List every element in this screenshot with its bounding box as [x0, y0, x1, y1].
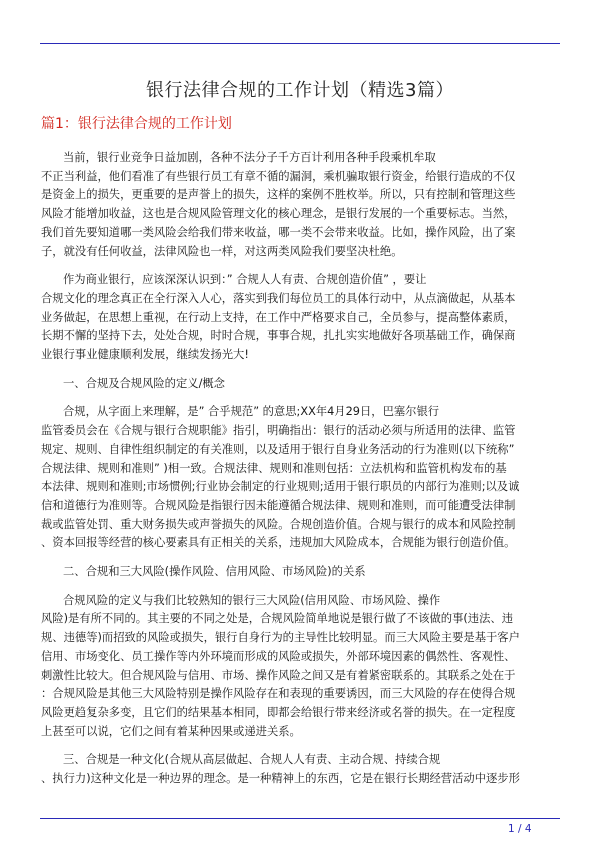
paragraph-line: 三、合规是一种文化(合规从高层做起、合规人人有责、主动合规、持续合规: [63, 753, 441, 767]
paragraph-line: 作为商业银行，应该深深认识到：” 合规人人有责、合规创造价值” ，要让: [63, 273, 427, 287]
paragraph-line: 风险更趋复杂多变，且它们的结果基本相同，即都会给银行带来经济或名誉的损失。在一定程度: [41, 705, 516, 719]
paragraph-line: 二、合规和三大风险(操作风险、信用风险、市场风险)的关系: [63, 565, 366, 579]
document-body: [41, 149, 561, 789]
paragraph-line: 合规，从字面上来理解，是” 合乎规范” 的意思;XX年4月29日，巴塞尔银行: [63, 405, 440, 419]
paragraph-line: 子，就没有任何收益，法律风险也一样，对这两类风险我们要坚决杜绝。: [41, 244, 403, 258]
paragraph-line: 规定、规则、自律性组织制定的有关准则，以及适用于银行自身业务活动的行为准则(以下统称”: [41, 442, 515, 456]
section-heading: 篇1：银行法律合规的工作计划: [41, 116, 232, 132]
paragraph-line: 一、合规及合规风险的定义/概念: [63, 376, 225, 390]
paragraph: [41, 149, 561, 261]
paragraph-line: 合规风险的定义与我们比较熟知的银行三大风险(信用风险、市场风险、操作: [63, 593, 441, 607]
paragraph-line: 本法律、规则和准则;市场惯例;行业协会制定的行业规则;适用于银行职员的内部行为准则;以及诚: [41, 480, 520, 494]
paragraph-line: 监管委员会在《合规与银行合规职能》指引，明确指出：银行的活动必须与所适用的法律、监管: [41, 424, 516, 438]
paragraph: [41, 375, 561, 394]
paragraph-line: 风险才能增加收益，这也是合规风险管理文化的核心理念，是银行发展的一个重要标志。当然，: [41, 207, 516, 221]
paragraph-line: 合规文化的理念真正在全行深入人心，落实到我们每位员工的具体行动中，从点滴做起，从基本: [41, 291, 516, 305]
paragraph-line: 上甚至可以说，它们之间有着某种因果或递进关系。: [41, 724, 301, 738]
paragraph-line: 业银行事业健康顺利发展，继续发扬光大!: [41, 348, 249, 362]
paragraph-line: 、执行力)这种文化是一种边界的理念。是一种精神上的东西，它是在银行长期经营活动中逐步形: [41, 772, 520, 786]
paragraph-line: 信用、市场变化、员工操作等内外环境而形成的风险或损失，外部环境因素的偶然性、客观性、: [41, 649, 516, 663]
footer-rule: [40, 818, 560, 819]
paragraph: [41, 592, 561, 742]
header-rule: [40, 43, 560, 44]
paragraph-line: 不正当利益，他们看准了有些银行员工有章不循的漏洞，乘机骗取银行资金，给银行造成的不仅: [41, 169, 516, 183]
paragraph-line: 风险)是有所不同的。其主要的不同之处是，合规风险简单地说是银行做了不该做的事(违法、违: [41, 612, 513, 626]
paragraph-line: 合规法律、规则和准则” )相一致。合规法律、规则和准则包括：立法机构和监管机构发布的基: [41, 461, 507, 475]
paragraph-line: 规、违德等)而招致的风险或损失，银行自身行为的主导性比较明显。而三大风险主要是基于客户: [41, 631, 520, 645]
paragraph-line: 裁或监管处罚、重大财务损失或声誉损失的风险。合规创造价值。合规与银行的成本和风险控制: [41, 517, 516, 531]
paragraph-line: 是资金上的损失，更重要的是声誉上的损失，这样的案例不胜枚举。所以，只有控制和管理这些: [41, 188, 516, 202]
paragraph: [41, 271, 561, 365]
paragraph-line: 、资本回报等经营的核心要素具有正相关的关系，违规加大风险成本，合规能为银行创造价值。: [41, 536, 516, 550]
document-title: 银行法律合规的工作计划（精选3篇）: [146, 80, 454, 101]
paragraph-line: ：合规风险是其他三大风险特别是操作风险存在和表现的重要诱因，而三大风险的存在使得合规: [41, 687, 516, 701]
page-number: 1 / 4: [508, 823, 532, 835]
paragraph-line: 我们首先要知道哪一类风险会给我们带来收益，哪一类不会带来收益。比如，操作风险，出了案: [41, 225, 516, 239]
paragraph-line: 业务做起，在思想上重视，在行动上支持，在工作中严格要求自己，全员参与，提高整体素质，: [41, 310, 516, 324]
paragraph-line: 当前，银行业竞争日益加剧，各种不法分子千方百计利用各种手段乘机牟取: [63, 151, 436, 164]
paragraph-line: 长期不懈的坚持下去，处处合规，时时合规，事事合规，扎扎实实地做好各项基础工作，确保商: [41, 329, 516, 343]
paragraph-line: 刺激性比较大。但合规风险与信用、市场、操作风险之间又是有着紧密联系的。其联系之处在于: [41, 668, 516, 682]
paragraph: [41, 751, 561, 788]
paragraph: [41, 403, 561, 553]
paragraph-line: 信和道德行为准则等。合规风险是指银行因未能遵循合规法律、规则和准则，而可能遭受法律制: [41, 498, 516, 512]
paragraph: [41, 563, 561, 582]
